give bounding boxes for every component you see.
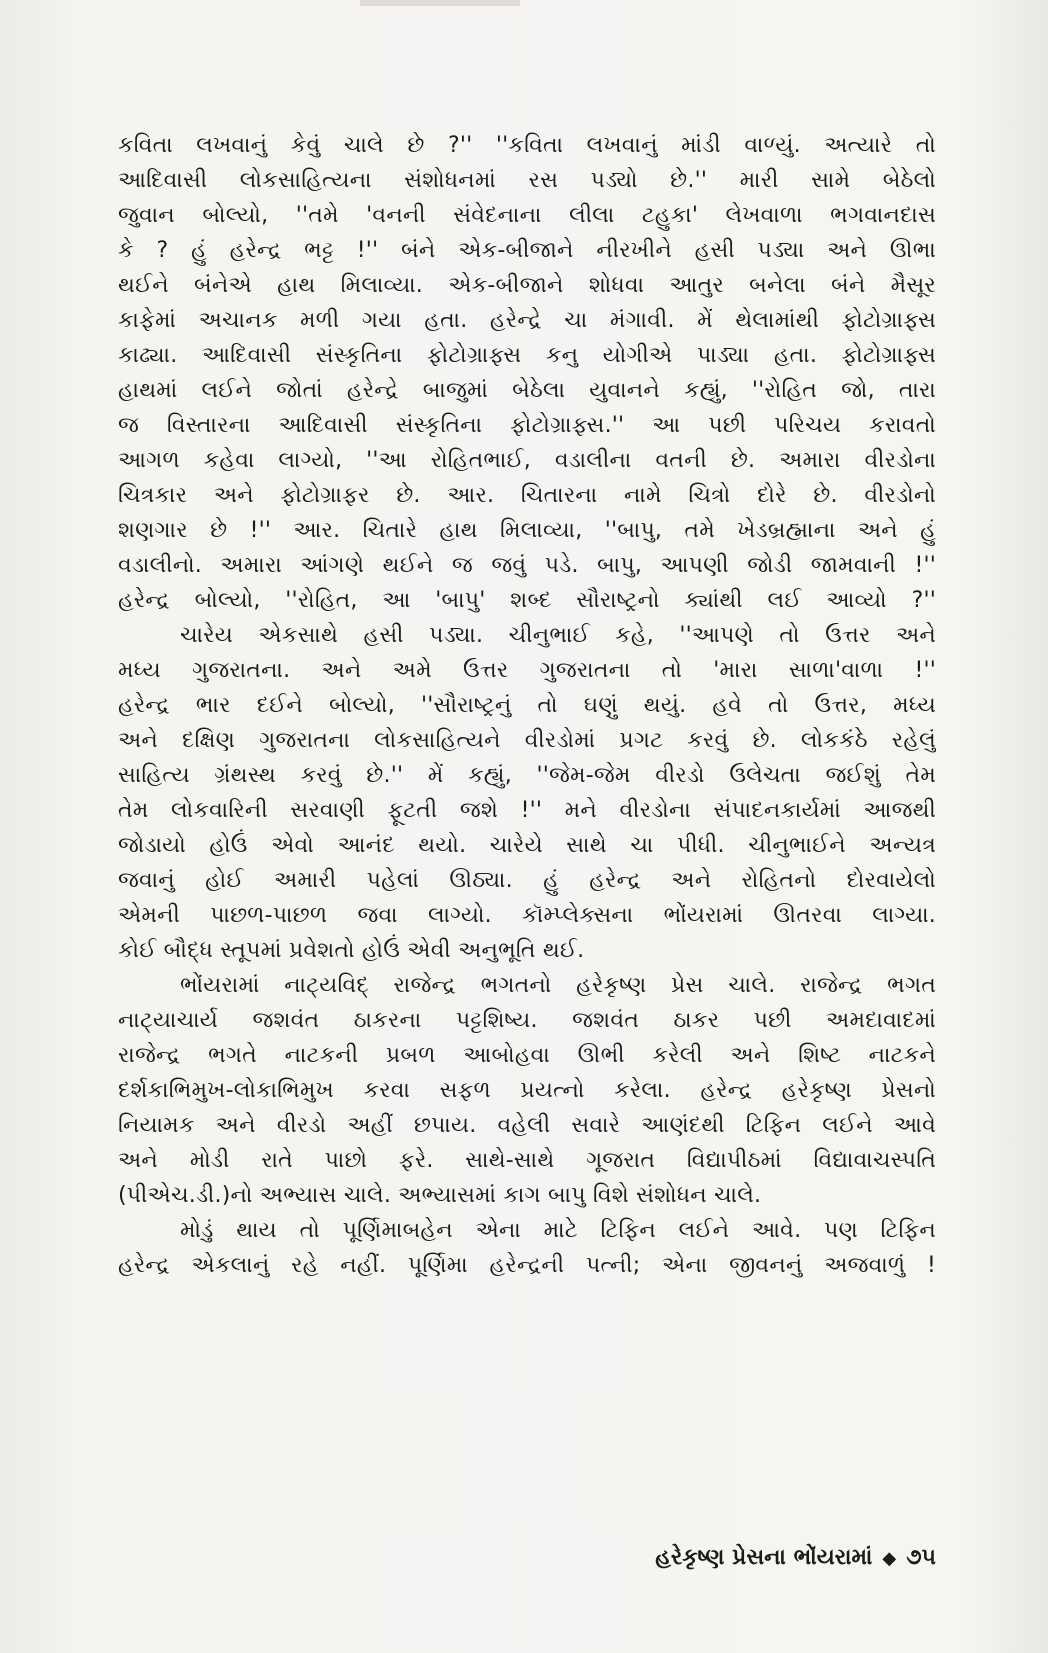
text-line: આદિવાસી લોકસાહિત્યના સંશોધનમાં રસ પડ્યો છે.'' મારી સામે બેઠેલો	[118, 168, 936, 193]
text-line: કે ? હું હરેન્દ્ર ભટ્ટ !'' બંને એક-બીજાને નીરખીને હસી પડ્યા અને ઊભા	[118, 238, 936, 263]
text-line: નિયામક અને વીરડો અહીં છપાય. વહેલી સવારે આણંદથી ટિફિન લઈને આવે	[118, 1113, 936, 1138]
text-line: દર્શકાભિમુખ-લોકાભિમુખ કરવા સફળ પ્રયત્નો કરેલા. હરેન્દ્ર હરેકૃષ્ણ પ્રેસનો	[118, 1078, 936, 1103]
text-line: તેમ લોકવારિની સરવાણી ફૂટતી જશે !'' મને વીરડોના સંપાદનકાર્યમાં આજથી	[118, 798, 936, 823]
paragraph-first-line: ભોંયરામાં નાટ્યવિદ્ રાજેન્દ્ર ભગતનો હરેકૃષ્ણ પ્રેસ ચાલે. રાજેન્દ્ર ભગત	[180, 973, 936, 998]
text-line: કાઢ્યા. આદિવાસી સંસ્કૃતિના ફોટોગ્રાફ્સ કનુ યોગીએ પાડ્યા હતા. ફોટોગ્રાફ્સ	[118, 343, 936, 368]
text-line: રાજેન્દ્ર ભગતે નાટકની પ્રબળ આબોહવા ઊભી કરેલી અને શિષ્ટ નાટકને	[118, 1043, 936, 1068]
page-number: ૭૫	[906, 1545, 936, 1570]
text-line: ચિત્રકાર અને ફોટોગ્રાફર છે. આર. ચિતારના નામે ચિત્રો દોરે છે. વીરડોનો	[118, 483, 936, 508]
text-line: જવાનું હોઈ અમારી પહેલાં ઊઠ્યા. હું હરેન્દ્ર અને રોહિતનો દોરવાયેલો	[118, 868, 936, 893]
page-footer	[560, 1545, 936, 1570]
text-line: અને મોડી રાતે પાછો ફરે. સાથે-સાથે ગૂજરાત વિદ્યાપીઠમાં વિદ્યાવાચસ્પતિ	[118, 1148, 936, 1173]
text-line: આગળ કહેવા લાગ્યો, ''આ રોહિતભાઈ, વડાલીના વતની છે. અમારા વીરડોના	[118, 448, 936, 473]
text-line: એમની પાછળ-પાછળ જવા લાગ્યો. કૉમ્પ્લેક્સના ભોંયરામાં ઊતરવા લાગ્યા.	[118, 903, 936, 928]
paragraph-last-line: કોઈ બૌદ્ધ સ્તૂપમાં પ્રવેશતો હોઉં એવી અનુભૂતિ થઈ.	[118, 938, 585, 963]
text-line: શણગાર છે !'' આર. ચિતારે હાથ મિલાવ્યા, ''બાપુ, તમે ખેડબ્રહ્માના અને હું	[118, 518, 936, 543]
text-line: હાથમાં લઈને જોતાં હરેન્દ્રે બાજુમાં બેઠેલા યુવાનને કહ્યું, ''રોહિત જો, તારા	[118, 378, 936, 403]
text-line: મધ્ય ગુજરાતના. અને અમે ઉત્તર ગુજરાતના તો 'મારા સાળા'વાળા !''	[118, 658, 936, 683]
text-line: જોડાયો હોઉં એવો આનંદ થયો. ચારેયે સાથે ચા પીધી. ચીનુભાઈને અન્યત્ર	[118, 833, 936, 858]
paragraph-first-line: મોડું થાય તો પૂર્ણિમાબહેન એના માટે ટિફિન લઈને આવે. પણ ટિફિન	[180, 1218, 936, 1243]
text-line: કવિતા લખવાનું કેવું ચાલે છે ?'' ''કવિતા લખવાનું માંડી વાળ્યું. અત્યારે તો	[118, 133, 936, 158]
running-title: હરેકૃષ્ણ પ્રેસના ભોંયરામાં	[655, 1545, 873, 1570]
text-line: જ વિસ્તારના આદિવાસી સંસ્કૃતિના ફોટોગ્રાફ્સ.'' આ પછી પરિચય કરાવતો	[118, 413, 936, 438]
diamond-separator-icon: ◆	[882, 1548, 897, 1569]
text-line: કાફેમાં અચાનક મળી ગયા હતા. હરેન્દ્રે ચા મંગાવી. મેં થેલામાંથી ફોટોગ્રાફ્સ	[118, 308, 936, 333]
body-text	[118, 128, 936, 1283]
top-edge-shadow	[360, 0, 520, 6]
paragraph-first-line: ચારેય એકસાથે હસી પડ્યા. ચીનુભાઈ કહે, ''આપણે તો ઉત્તર અને	[180, 623, 936, 648]
text-line: અને દક્ષિણ ગુજરાતના લોકસાહિત્યને વીરડોમાં પ્રગટ કરવું છે. લોકકંઠે રહેલું	[118, 728, 936, 753]
text-line: હરેન્દ્ર ભાર દઈને બોલ્યો, ''સૌરાષ્ટ્રનું તો ઘણું થયું. હવે તો ઉત્તર, મધ્ય	[118, 693, 936, 718]
text-line: વડાલીનો. અમારા આંગણે થઈને જ જવું પડે. બાપુ, આપણી જોડી જામવાની !''	[118, 553, 936, 578]
text-line: થઈને બંનેએ હાથ મિલાવ્યા. એક-બીજાને શોધવા આતુર બનેલા બંને મૈસૂર	[118, 273, 936, 298]
text-line: હરેન્દ્ર એકલાનું રહે નહીં. પૂર્ણિમા હરેન્દ્રની પત્ની; એના જીવનનું અજવાળું !	[118, 1253, 936, 1278]
text-line: હરેન્દ્ર બોલ્યો, ''રોહિત, આ 'બાપુ' શબ્દ સૌરાષ્ટ્રનો ક્યાંથી લઈ આવ્યો ?''	[118, 588, 936, 613]
paragraph-last-line: (પીએચ.ડી.)નો અભ્યાસ ચાલે. અભ્યાસમાં કાગ બાપુ વિશે સંશોધન ચાલે.	[118, 1183, 762, 1208]
text-line: જુવાન બોલ્યો, ''તમે 'વનની સંવેદનાના લીલા ટહુકા' લેખવાળા ભગવાનદાસ	[118, 203, 936, 228]
text-line: નાટ્યાચાર્ય જશવંત ઠાકરના પટ્ટશિષ્ય. જશવંત ઠાકર પછી અમદાવાદમાં	[118, 1008, 936, 1033]
text-line: સાહિત્ય ગ્રંથસ્થ કરવું છે.'' મેં કહ્યું, ''જેમ-જેમ વીરડો ઉલેચતા જઈશું તેમ	[118, 763, 936, 788]
